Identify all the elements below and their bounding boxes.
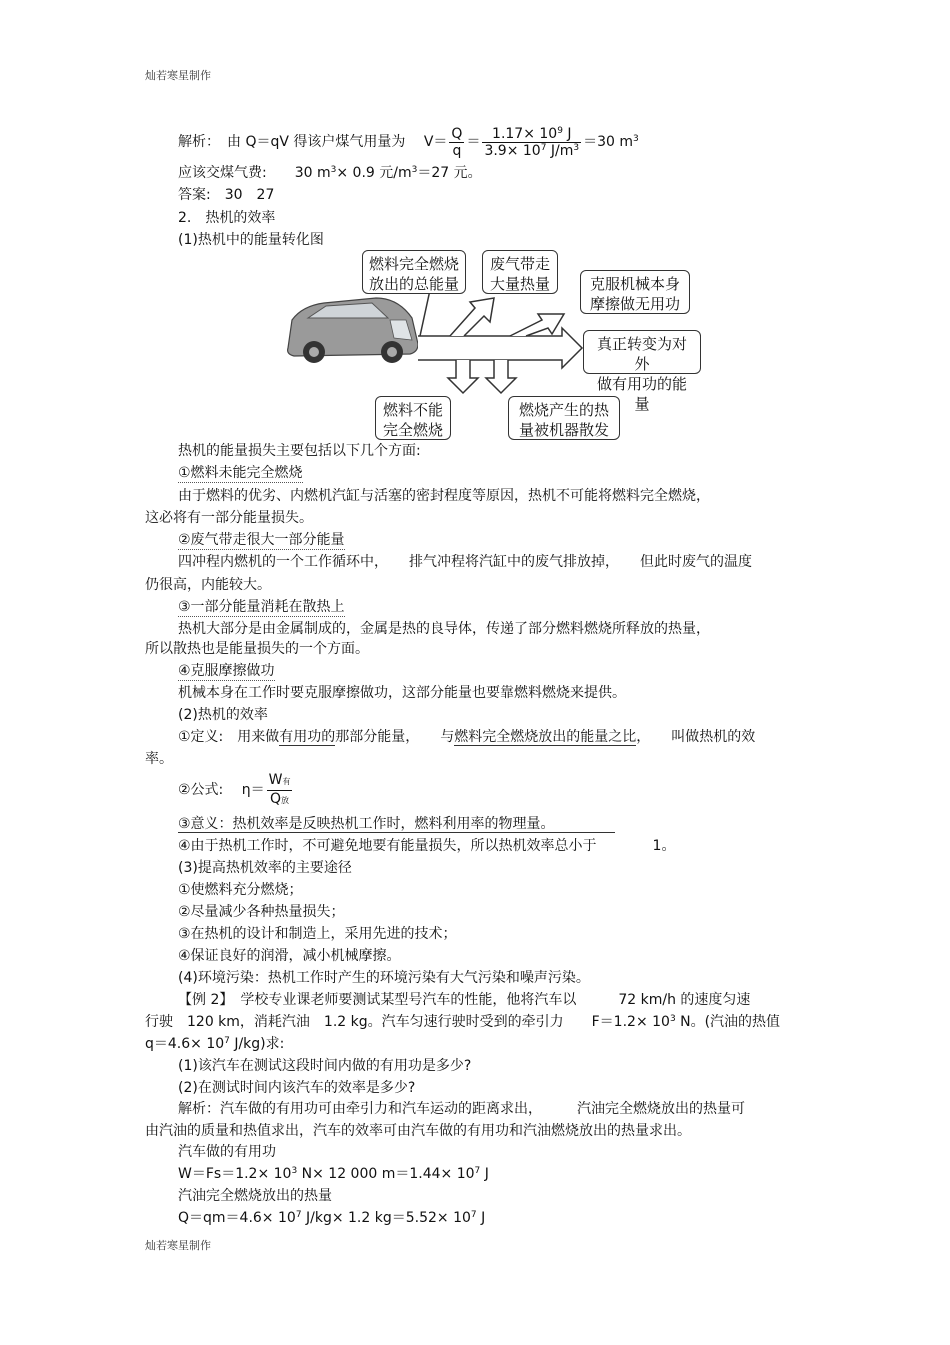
- question-2: (2)在测试时间内该汽车的效率是多少?: [178, 1080, 416, 1096]
- loss2-text-cont: 仍很高，内能较大。: [145, 577, 271, 593]
- fraction-q-over-q: $\frac{Q}{q}$: [451, 125, 463, 159]
- loss4-title: ④克服摩擦做功: [178, 663, 275, 679]
- car-illustration: [288, 298, 418, 363]
- loss1-text-cont: 这必将有一部分能量损失。: [145, 510, 313, 526]
- diagram-box-friction: 克服机械本身 摩擦做无用功: [580, 270, 690, 314]
- efficiency-definition: ①定义: 用来做有用功的那部分能量， 与燃料完全燃烧放出的能量之比， 叫做热机的效: [178, 729, 756, 745]
- improve-way-1: ①使燃料充分燃烧；: [178, 882, 303, 898]
- flow-arrows: [418, 298, 582, 393]
- useful-work-title: 汽车做的有用功: [178, 1144, 276, 1160]
- pollution-line: (4)环境污染：热机工作时产生的环境污染有大气污染和噪声污染。: [178, 970, 590, 986]
- efficiency-formula: ②公式: η＝ $\frac{\text{W有}}{\text{Q放}}$: [178, 771, 291, 807]
- example2-line1: 【例 2】 学校专业课老师要测试某型号汽车的性能，他将汽车以 72 km/h 的速度匀速: [178, 992, 751, 1008]
- improve-way-3: ③在热机的设计和制造上，采用先进的技术；: [178, 926, 457, 942]
- page-header: 灿若寒星制作: [145, 69, 211, 82]
- diagram-box-exhaust: 废气带走 大量热量: [482, 250, 558, 294]
- efficiency-meaning: ③意义：热机效率是反映热机工作时，燃料利用率的物理量。: [178, 814, 615, 834]
- loss4-text: 机械本身在工作时要克服摩擦做功，这部分能量也要靠燃料燃烧来提供。: [178, 685, 626, 701]
- loss1-text: 由于燃料的优劣、内燃机汽缸与活塞的密封程度等原因，热机不可能将燃料完全燃烧，: [178, 488, 710, 504]
- useful-work-formula: $W=Fs=1.2\times 10^3$ N× 12 000 $m=1.44\times 10^7$ J: [178, 1166, 489, 1182]
- loss2-text: 四冲程内燃机的一个工作循环中， 排气冲程将汽缸中的废气排放掉， 但此时废气的温度: [178, 554, 752, 570]
- page-footer: 灿若寒星制作: [145, 1239, 211, 1252]
- question-1: (1)该汽车在测试这段时间内做的有用功是多少?: [178, 1058, 472, 1074]
- loss3-text-cont: 所以散热也是能量损失的一个方面。: [145, 641, 369, 657]
- heat-released-formula: $Q=qm=4.6\times 10^7$ J/kg× 1.2 $kg=5.52\times 10^7$ J: [178, 1210, 486, 1226]
- fraction-w-over-q: $\frac{\text{W有}}{\text{Q放}}$: [268, 771, 291, 807]
- diagram-box-heat-dissipation: 燃烧产生的热 量被机器散发: [508, 396, 620, 440]
- loss1-title: ①燃料未能完全燃烧: [178, 465, 303, 481]
- efficiency-subtitle: (2)热机的效率: [178, 707, 268, 723]
- example2-line2: 行驶 120 km，消耗汽油 1.2 kg。汽车匀速行驶时受到的牵引力 $F=1.2\times 10^3$ N。(汽油的热值: [145, 1014, 781, 1030]
- loss3-text: 热机大部分是由金属制成的，金属是热的良导体，传递了部分燃料燃烧所释放的热量，: [178, 621, 710, 637]
- diagram-box-useful-energy: 真正转变为对外 做有用功的能量: [583, 330, 701, 374]
- analysis2-line1: 解析：汽车做的有用功可由牵引力和汽车运动的距离求出， 汽油完全燃烧放出的热量可: [178, 1101, 745, 1117]
- fee-line: 应该交煤气费: 30 $m^3\times 0.9$ 元$/m^3=27$ 元。: [178, 165, 482, 181]
- fraction-volume-calc: $\frac{1.17\times 10^9 J}{3.9\times 10^7 J/m^3}$: [484, 125, 580, 159]
- analysis-prefix: 解析： 由 Q＝qV 得该户煤气用量为 V＝: [178, 134, 448, 150]
- analysis-formula-line: 解析： 由 Q＝qV 得该户煤气用量为 V＝ $\frac{Q}{q}$ ＝ $\frac{1.17\times 10^9 J}{3.9\times 10^7 J/m^3}$ ＝30 $m^3$: [178, 125, 639, 159]
- example2-line3: $q=4.6\times 10^7$ J/kg)求:: [145, 1036, 285, 1052]
- efficiency-less-than-one: ④由于热机工作时，不可避免地要有能量损失，所以热机效率总小于 1。: [178, 838, 676, 854]
- improve-way-4: ④保证良好的润滑，减小机械摩擦。: [178, 948, 401, 964]
- answer-line: 答案: 30 27: [178, 187, 275, 203]
- improve-subtitle: (3)提高热机效率的主要途径: [178, 860, 352, 876]
- efficiency-definition-cont: 率。: [145, 751, 173, 767]
- heat-released-title: 汽油完全燃烧放出的热量: [178, 1188, 332, 1204]
- loss3-title: ③一部分能量消耗在散热上: [178, 599, 345, 615]
- subsection-title: (1)热机中的能量转化图: [178, 232, 324, 248]
- diagram-box-incomplete-combustion: 燃料不能 完全燃烧: [375, 396, 451, 440]
- diagram-box-total-energy: 燃料完全燃烧 放出的总能量: [362, 250, 466, 294]
- analysis2-line2: 由汽油的质量和热值求出，汽车的效率可由汽车做的有用功和汽油燃烧放出的热量求出。: [145, 1123, 691, 1139]
- section-title: 2. 热机的效率: [178, 210, 276, 226]
- loss-intro: 热机的能量损失主要包括以下几个方面:: [178, 443, 421, 459]
- improve-way-2: ②尽量减少各种热量损失；: [178, 904, 345, 920]
- loss2-title: ②废气带走很大一部分能量: [178, 532, 345, 548]
